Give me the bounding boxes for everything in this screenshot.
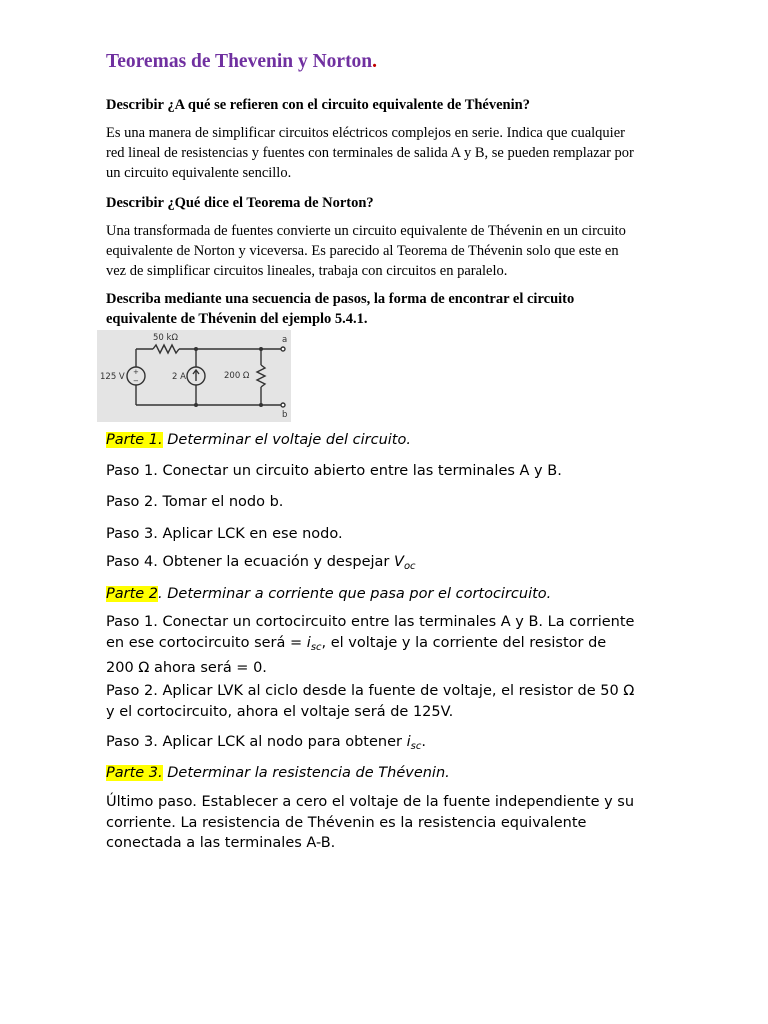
step-1-sub: sc [310, 641, 322, 653]
parte-3-text: Determinar la resistencia de Thévenin. [162, 765, 450, 781]
parte-2-step-1-line [106, 633, 662, 659]
final-step-line: conectada a las terminales A-B. [106, 835, 336, 851]
terminal-a-label: a [282, 335, 288, 345]
resistor-200-symbol [257, 365, 265, 387]
parte-2-step-2-line: Paso 2. Aplicar LVK al ciclo desde la fuente de voltaje, el resistor de 50 Ω [106, 683, 635, 699]
parte-3-final-step [106, 792, 662, 854]
step-4-sub: oc [403, 561, 416, 572]
parte-1-label: Parte 1. [106, 432, 163, 448]
step-3-end: . [421, 734, 426, 750]
question-3 [106, 289, 574, 329]
parte-1-text: Determinar el voltaje del circuito. [162, 432, 411, 448]
parte-3-heading [106, 763, 662, 784]
minus-sign: − [133, 377, 139, 385]
parte-2-heading [106, 584, 662, 605]
current-label: 2 A [172, 372, 186, 382]
answer-2-line: equivalente de Norton y viceversa. Es parecido al Teorema de Thévenin solo que este en [106, 243, 619, 259]
final-step-line: corriente. La resistencia de Thévenin es la resistencia equivalente [106, 814, 587, 831]
answer-1 [106, 123, 662, 183]
answer-1-line: red lineal de resistencias y fuentes con terminales de salida A y B, se pueden remplazar por [106, 145, 634, 161]
parte-1-step-1: Paso 1. Conectar un circuito abierto entre las terminales A y B. [106, 463, 562, 479]
circuit-diagram [97, 330, 291, 422]
parte-2-step-2 [106, 681, 662, 722]
question-2: Describir ¿Qué dice el Teorema de Norton? [106, 195, 374, 211]
question-3-line: Describa mediante una secuencia de pasos, la forma de encontrar el circuito [106, 291, 575, 307]
step-3-sub: sc [410, 741, 422, 752]
resistor-200-label: 200 Ω [224, 371, 250, 381]
title-text: Teoremas de Thevenin y Norton [106, 51, 373, 72]
parte-2-step-1 [106, 612, 662, 679]
question-3-line: equivalente de Thévenin del ejemplo 5.4.1. [106, 311, 368, 327]
question-1: Describir ¿A qué se refieren con el circuito equivalente de Thévenin? [106, 97, 530, 113]
parte-2-step-1-line: 200 Ω ahora será = 0. [106, 660, 267, 676]
parte-2-step-2-line: y el cortocircuito, ahora el voltaje será de 125V. [106, 703, 454, 720]
parte-1-step-2: Paso 2. Tomar el nodo b. [106, 494, 284, 510]
parte-1-step-3: Paso 3. Aplicar LCK en ese nodo. [106, 526, 343, 542]
answer-2-line: vez de simplificar circuitos lineales, trabaja con circuitos en paralelo. [106, 263, 508, 279]
parte-3-label: Parte 3. [106, 765, 163, 781]
page-title [106, 51, 377, 73]
step-1-text: en ese cortocircuito será = [106, 634, 307, 651]
plus-sign: + [133, 368, 139, 376]
answer-2-line: Una transformada de fuentes convierte un circuito equivalente de Thévenin en un circuito [106, 223, 626, 239]
circuit-schematic [97, 330, 291, 422]
step-1-text-end: , el voltaje y la corriente del resistor de [321, 634, 607, 651]
answer-2 [106, 221, 662, 281]
parte-2-step-1-line: Paso 1. Conectar un cortocircuito entre las terminales A y B. La corriente [106, 614, 635, 630]
parte-1-heading [106, 430, 662, 451]
parte-1-step-4 [106, 552, 662, 578]
resistor-50k-symbol [153, 345, 179, 353]
resistor-50k-label: 50 kΩ [153, 333, 178, 343]
parte-2-step-3 [106, 732, 662, 758]
final-step-line: Último paso. Establecer a cero el voltaje de la fuente independiente y su [106, 794, 635, 810]
answer-1-line: un circuito equivalente sencillo. [106, 165, 292, 181]
step-1-var: i [306, 634, 311, 651]
voltage-label: 125 V [100, 372, 125, 382]
step-4-var: V [394, 554, 404, 570]
terminal-b-label: b [282, 410, 288, 420]
answer-1-line: Es una manera de simplificar circuitos eléctricos complejos en serie. Indica que cualquier [106, 125, 625, 141]
step-4-text: Paso 4. Obtener la ecuación y despejar [106, 554, 395, 570]
parte-2-label: Parte 2 [106, 586, 159, 602]
title-dot: . [372, 51, 378, 72]
parte-2-text: . Determinar a corriente que pasa por el cortocircuito. [158, 586, 552, 602]
step-3-var: i [406, 734, 411, 750]
step-3-text: Paso 3. Aplicar LCK al nodo para obtener [106, 734, 407, 750]
